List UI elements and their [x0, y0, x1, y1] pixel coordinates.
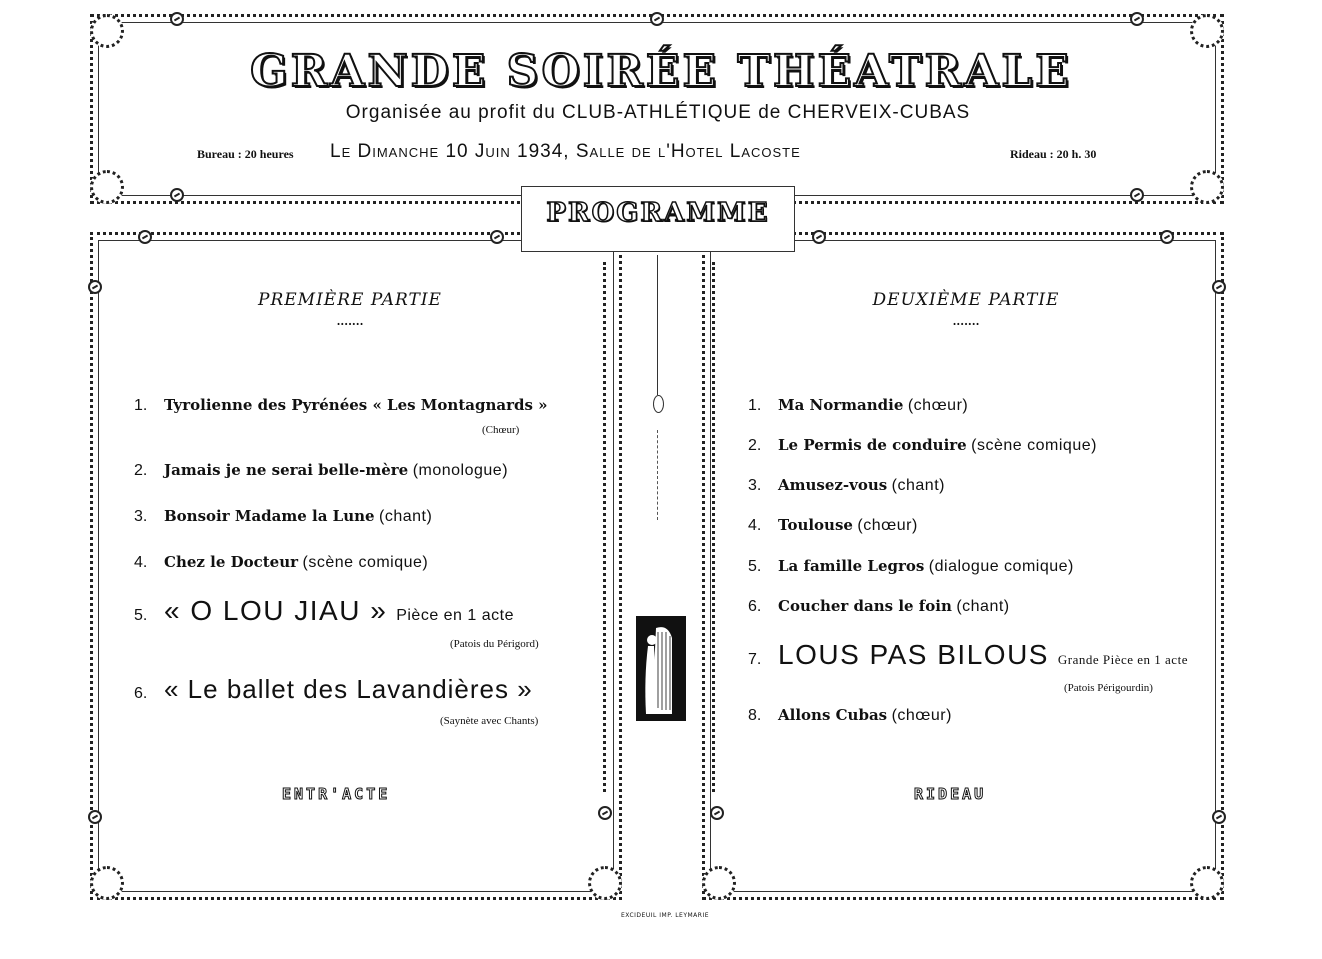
part1-dots: ·······: [336, 318, 364, 331]
item-title: Ma Normandie: [778, 396, 904, 414]
ornament-medallion: [88, 810, 102, 824]
list-item: [748, 597, 1010, 616]
item-number: 4.: [134, 554, 148, 571]
ornament-medallion: [812, 230, 826, 244]
item-title: Allons Cubas: [778, 706, 888, 724]
item-detail: (chœur): [857, 517, 918, 534]
item-note: (Saynète avec Chants): [440, 715, 539, 727]
item-detail: (monologue): [412, 462, 509, 479]
ornament-medallion: [1160, 230, 1174, 244]
ornament-medallion: [598, 806, 612, 820]
ornament-medallion: [710, 806, 724, 820]
item-number: 6.: [134, 685, 148, 702]
item-number: 2.: [134, 462, 148, 479]
ornament-medallion: [1212, 810, 1226, 824]
item-title: Jamais je ne serai belle-mère: [164, 461, 409, 479]
item-number: 1.: [134, 397, 148, 414]
item-detail: (chant): [956, 598, 1010, 615]
list-item: [748, 639, 1188, 671]
ornament-medallion: [1130, 188, 1144, 202]
bureau-time: Bureau : 20 heures: [197, 147, 294, 161]
ornament-corner: [1190, 866, 1224, 900]
item-title: « Le ballet des Lavandières »: [164, 674, 533, 704]
entracte-label: ENTR'ACTE: [282, 785, 391, 803]
item-number: 3.: [134, 508, 148, 525]
item-title: Amusez-vous: [778, 476, 888, 494]
item-number: 3.: [748, 477, 762, 494]
ornament-medallion: [1212, 280, 1226, 294]
list-item: [748, 557, 1074, 576]
item-number: 8.: [748, 707, 762, 724]
ornament-corner: [1190, 170, 1224, 204]
item-detail: Pièce en 1 acte: [396, 607, 514, 624]
harpist-illustration: [636, 616, 686, 721]
item-title: La famille Legros: [778, 557, 925, 575]
centre-divider: [712, 262, 718, 792]
programme-label: PROGRAMME: [546, 198, 770, 228]
centre-drop: [653, 395, 664, 413]
ornament-corner: [588, 866, 622, 900]
item-detail: (chant): [379, 508, 433, 525]
printer-credit: EXCIDEUIL IMP. LEYMARIE: [621, 912, 709, 919]
item-number: 5.: [134, 607, 148, 624]
item-detail: (dialogue comique): [928, 558, 1074, 575]
item-title: Le Permis de conduire: [778, 436, 967, 454]
item-detail: Grande Pièce en 1 acte: [1057, 652, 1188, 667]
ornament-corner: [90, 14, 124, 48]
item-number: 6.: [748, 598, 762, 615]
item-note: (Chœur): [482, 424, 520, 436]
item-number: 7.: [748, 651, 762, 668]
part2-title: DEUXIÈME PARTIE: [872, 290, 1060, 310]
centre-divider: [603, 262, 609, 792]
item-title: Bonsoir Madame la Lune: [164, 507, 375, 525]
item-title: Tyrolienne des Pyrénées « Les Montagnards »: [164, 396, 548, 414]
date-venue: Le Dimanche 10 Juin 1934, Salle de l'Hotel Lacoste: [330, 141, 801, 162]
list-item: [134, 674, 533, 705]
ornament-medallion: [170, 12, 184, 26]
list-item: [134, 507, 432, 526]
centre-stem: [657, 255, 659, 395]
item-title: « O LOU JIAU »: [164, 595, 388, 626]
page-title: GRANDE SOIRÉE THÉATRALE: [250, 46, 1072, 97]
list-item: [748, 436, 1097, 455]
list-item: [748, 706, 952, 725]
ornament-medallion: [1130, 12, 1144, 26]
ornament-medallion: [490, 230, 504, 244]
rideau-label: RIDEAU: [914, 785, 987, 803]
list-item: [748, 396, 968, 415]
item-title: Chez le Docteur: [164, 553, 299, 571]
ornament-medallion: [138, 230, 152, 244]
ornament-medallion: [88, 280, 102, 294]
list-item: [748, 476, 945, 495]
item-title: Coucher dans le foin: [778, 597, 952, 615]
item-title: Toulouse: [778, 516, 853, 534]
ornament-corner: [1190, 14, 1224, 48]
item-number: 1.: [748, 397, 762, 414]
list-item: [134, 553, 428, 572]
list-item: [134, 461, 508, 480]
item-detail: (chant): [891, 477, 945, 494]
item-detail: (scène comique): [302, 554, 429, 571]
centre-stem: [657, 430, 659, 520]
item-number: 2.: [748, 437, 762, 454]
item-detail: (scène comique): [971, 437, 1097, 454]
part1-title: PREMIÈRE PARTIE: [258, 290, 442, 310]
list-item: [134, 396, 548, 415]
item-number: 5.: [748, 558, 762, 575]
subtitle: Organisée au profit du CLUB-ATHLÉTIQUE de CHERVEIX-CUBAS: [345, 102, 971, 123]
item-detail: (chœur): [907, 397, 969, 414]
rideau-time: Rideau : 20 h. 30: [1010, 147, 1097, 161]
item-detail: (chœur): [891, 707, 952, 724]
part2-dots: ·······: [952, 318, 980, 331]
ornament-corner: [90, 170, 124, 204]
ornament-corner: [702, 866, 736, 900]
ornament-medallion: [170, 188, 184, 202]
item-note: (Patois du Périgord): [450, 638, 539, 650]
list-item: [748, 516, 918, 535]
item-note: (Patois Périgourdin): [1064, 682, 1153, 694]
list-item: [134, 595, 514, 627]
ornament-corner: [90, 866, 124, 900]
item-title: LOUS PAS BILOUS: [778, 639, 1049, 670]
ornament-medallion: [650, 12, 664, 26]
item-number: 4.: [748, 517, 762, 534]
